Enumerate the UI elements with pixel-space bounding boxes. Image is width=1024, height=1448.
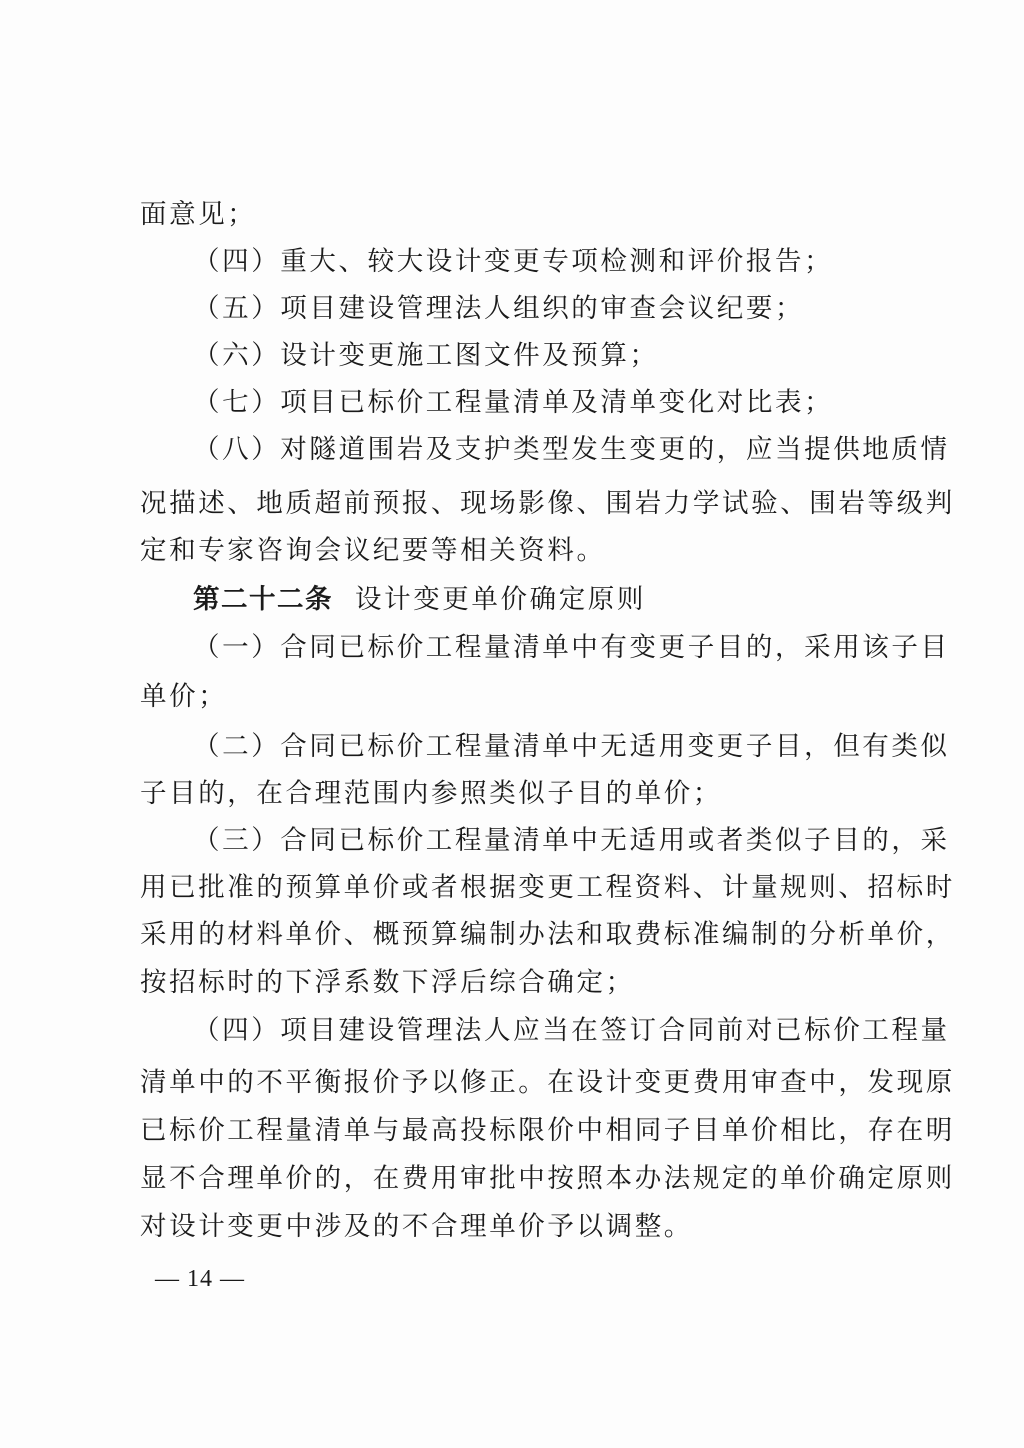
text-line: 子目的，在合理范围内参照类似子目的单价； bbox=[140, 778, 722, 809]
clause-3: （三）合同已标价工程量清单中无适用或者类似子目的，采 bbox=[193, 825, 950, 856]
page-number: — 14 — bbox=[155, 1266, 245, 1292]
text-line: 况描述、地质超前预报、现场影像、围岩力学试验、围岩等级判 bbox=[140, 488, 955, 519]
clause-4: （四）项目建设管理法人应当在签订合同前对已标价工程量 bbox=[193, 1015, 950, 1046]
list-item-5: （五）项目建设管理法人组织的审查会议纪要； bbox=[193, 293, 805, 324]
text-line: 按招标时的下浮系数下浮后综合确定； bbox=[140, 967, 635, 998]
text-line: 已标价工程量清单与最高投标限价中相同子目单价相比，存在明 bbox=[140, 1115, 955, 1146]
text-line: 清单中的不平衡报价予以修正。在设计变更费用审查中，发现原 bbox=[140, 1067, 955, 1098]
article-number: 第二十二条 bbox=[193, 584, 333, 615]
list-item-7: （七）项目已标价工程量清单及清单变化对比表； bbox=[193, 387, 834, 418]
article-heading bbox=[193, 583, 646, 617]
clause-2: （二）合同已标价工程量清单中无适用变更子目，但有类似 bbox=[193, 731, 950, 762]
text-line: 面意见； bbox=[140, 199, 257, 230]
text-line: 显不合理单价的，在费用审批中按照本办法规定的单价确定原则 bbox=[140, 1163, 955, 1194]
text-line: 用已批准的预算单价或者根据变更工程资料、计量规则、招标时 bbox=[140, 872, 955, 903]
list-item-8: （八）对隧道围岩及支护类型发生变更的，应当提供地质情 bbox=[193, 434, 950, 465]
text-line: 对设计变更中涉及的不合理单价予以调整。 bbox=[140, 1211, 693, 1242]
list-item-6: （六）设计变更施工图文件及预算； bbox=[193, 340, 659, 371]
clause-1: （一）合同已标价工程量清单中有变更子目的，采用该子目 bbox=[193, 632, 950, 663]
text-line: 单价； bbox=[140, 681, 228, 712]
list-item-4: （四）重大、较大设计变更专项检测和评价报告； bbox=[193, 246, 834, 277]
text-line: 采用的材料单价、概预算编制办法和取费标准编制的分析单价， bbox=[140, 919, 955, 950]
text-line: 定和专家咨询会议纪要等相关资料。 bbox=[140, 535, 606, 566]
article-title: 设计变更单价确定原则 bbox=[355, 584, 646, 615]
